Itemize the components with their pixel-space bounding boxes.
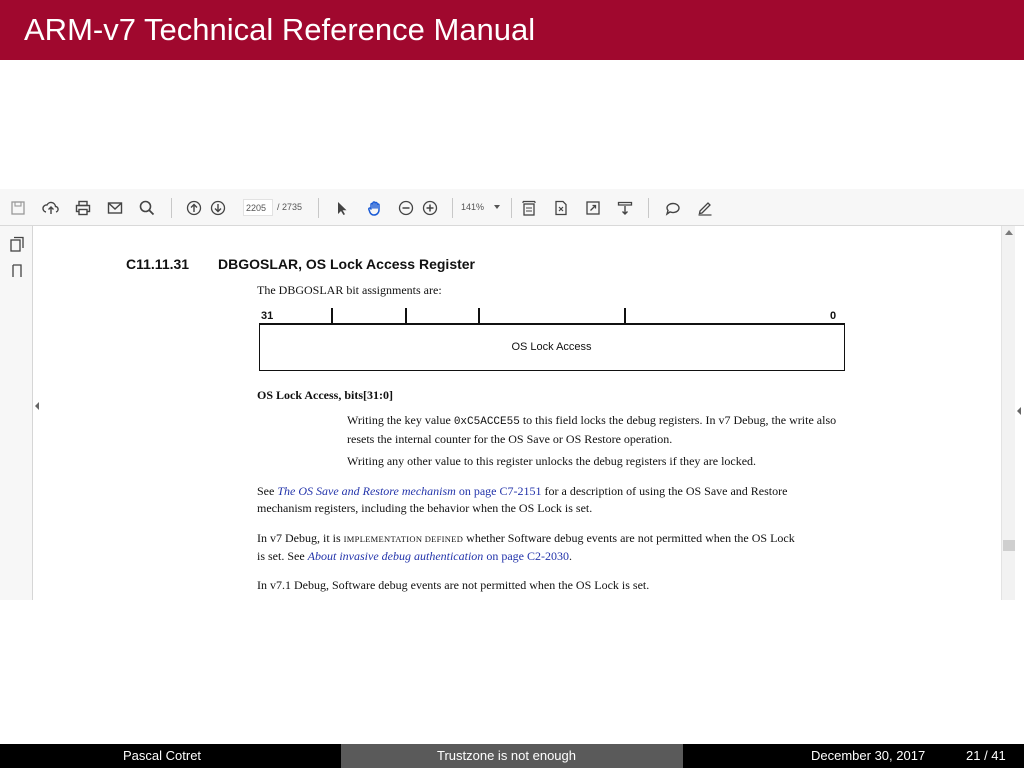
page-ref-link[interactable]: on page C2-2030 <box>483 549 569 563</box>
v71-paragraph: In v7.1 Debug, Software debug events are not permitted when the OS Lock is set. <box>257 578 650 592</box>
bit-high-label: 31 <box>261 310 274 322</box>
pdf-viewer-screenshot <box>0 189 1024 600</box>
register-field-box <box>259 325 845 371</box>
comment-icon[interactable] <box>662 197 684 219</box>
toolbar-divider <box>452 198 453 218</box>
zoom-out-icon[interactable] <box>395 197 417 219</box>
toolbar-divider <box>171 198 172 218</box>
slide-title: ARM-v7 Technical Reference Manual <box>24 12 536 47</box>
page-down-icon[interactable] <box>207 197 229 219</box>
bit-low-label: 0 <box>830 310 837 322</box>
collapse-right-handle[interactable] <box>1017 407 1021 415</box>
scroll-up-arrow[interactable] <box>1005 230 1013 235</box>
select-cursor-icon[interactable] <box>331 197 353 219</box>
slide-header <box>0 0 1024 60</box>
fit-page-icon[interactable] <box>550 197 572 219</box>
sign-icon[interactable] <box>694 197 716 219</box>
fit-width-icon[interactable] <box>518 197 540 219</box>
section-number: C11.11.31 <box>126 256 190 272</box>
footer-date: December 30, 2017 <box>811 748 926 763</box>
toolbar-divider <box>318 198 319 218</box>
slide-footer <box>0 744 1024 768</box>
footer-talk-title: Trustzone is not enough <box>437 748 576 763</box>
toolbar-divider <box>511 198 512 218</box>
footer-author-segment <box>0 744 341 768</box>
vertical-scrollbar[interactable] <box>1001 226 1015 600</box>
footer-title-segment <box>341 744 683 768</box>
see-paragraph: See The OS Save and Restore mechanism on page C7-2151 for a description of using the OS Save and Restore mechanism registers, including the behavior when the OS Lock is set. <box>257 484 788 515</box>
page-up-icon[interactable] <box>183 197 205 219</box>
email-icon[interactable] <box>104 197 126 219</box>
field-description: Writing the key value 0xC5ACCE55 to this field locks the debug registers. In v7 Debug, the write also resets the internal counter for the OS Save or OS Restore operation. <box>347 413 837 446</box>
save-icon[interactable] <box>7 197 29 219</box>
collapse-panel-handle[interactable] <box>35 402 39 410</box>
page-ref-link[interactable]: on page C7-2151 <box>455 484 542 498</box>
page-total: / 2735 <box>277 202 303 212</box>
hand-tool-icon[interactable] <box>364 197 386 219</box>
os-save-restore-link[interactable]: The OS Save and Restore mechanism <box>277 484 456 498</box>
chevron-down-icon <box>494 205 500 209</box>
cloud-upload-icon[interactable] <box>40 197 62 219</box>
page-thumbnails-icon[interactable] <box>8 235 26 253</box>
field-name: OS Lock Access <box>511 341 592 353</box>
v7-paragraph: In v7 Debug, it is IMPLEMENTATION DEFINED whether Software debug events are not permitted when the OS Lock is set. See About invasive debug authentication on page C2-2030. <box>257 531 795 563</box>
viewer-toolbar <box>0 189 1024 226</box>
zoom-select[interactable] <box>458 199 506 217</box>
intro-text: The DBGOSLAR bit assignments are: <box>257 283 442 297</box>
footer-date-segment <box>683 744 1024 768</box>
field-heading: OS Lock Access, bits[31:0] <box>257 388 393 402</box>
toolbar-divider <box>648 198 649 218</box>
side-panel <box>0 226 33 600</box>
scroll-thumb[interactable] <box>1003 540 1015 551</box>
section-title: DBGOSLAR, OS Lock Access Register <box>218 256 476 272</box>
bookmarks-icon[interactable] <box>8 262 26 280</box>
invasive-debug-link[interactable]: About invasive debug authentication <box>307 549 484 563</box>
download-icon[interactable] <box>614 197 636 219</box>
key-value-code: 0xC5ACCE55 <box>453 416 520 428</box>
search-icon[interactable] <box>136 197 158 219</box>
zoom-value: 141% <box>461 202 485 212</box>
footer-author: Pascal Cotret <box>123 748 202 763</box>
document-page <box>45 226 1000 600</box>
zoom-in-icon[interactable] <box>419 197 441 219</box>
field-description-2: Writing any other value to this register unlocks the debug registers if they are locked. <box>347 454 757 468</box>
print-icon[interactable] <box>72 197 94 219</box>
impl-defined: IMPLEMENTATION DEFINED <box>343 534 464 544</box>
page-number-input[interactable]: 2205 <box>243 199 273 216</box>
fullscreen-icon[interactable] <box>582 197 604 219</box>
footer-page-number: 21 / 41 <box>966 748 1006 763</box>
